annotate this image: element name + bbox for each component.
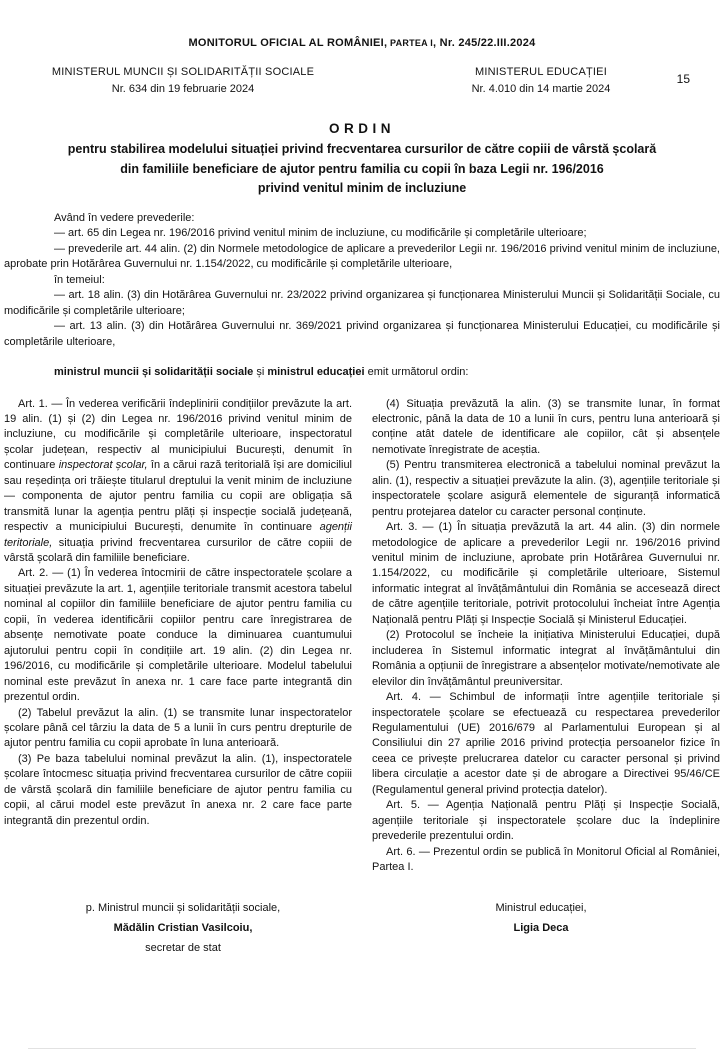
ministry-labor-order-ref: Nr. 634 din 19 februarie 2024 [111,83,255,95]
article-1-text: Art. 1. — În vederea verificării îndeplinirii condițiilor prevăzute la art. 19 alin. (1) și (2) din Legea nr. 196/2016 privind venitul minim de incluziune, cu modificările și completările ulterioare, inspectoratul școlar județean, respectiv al municipiului București, denumit în continuare [4,397,352,472]
article-1-term-inspectorat: inspectorat școlar, [58,459,148,472]
preamble-item-art65: — art. 65 din Legea nr. 196/2016 privind venitul minim de incluziune, cu modificările și completările ulterioare; [54,227,587,239]
article-1-text-3: situația privind frecventarea cursurilor de către copiii de vârstă școlară din familiile beneficiare. [4,536,352,565]
article-2-par-4: (4) Situația prevăzută la alin. (3) se transmite lunar, în format electronic, până la data de 10 a lunii în curs, pentru luna anterioară și conține atât datele de identificare ale copiilor, cât și absențele nemotivate înregistrate de aceștia. [372,397,720,456]
signature-labor-minister [4,898,362,958]
order-kind-title: ORDIN [329,121,395,136]
signature-labor-title: secretar de stat [145,941,221,954]
order-subtitle-line2: din familiile beneficiare de ajutor pentru familia cu copii în baza Legii nr. 196/2016 [120,161,604,176]
article-1-text-2: în a cărui rază teritorială își are domiciliul sau reședința ori trăiește titularul dreptului la venit minim de incluziune — componenta de ajutor pentru familia cu copii are obligația să transmită lunar la agenția pentru plăți și inspecție socială județeană, respectiv a municipiului București, denumite în continuare [4,459,353,534]
issuing-ministries [4,64,720,98]
preamble [4,211,720,351]
journal-part: PARTEA I [387,38,434,48]
signature-education-name: Ligia Deca [513,921,569,934]
enacting-minister-labor: ministrul muncii și solidarității sociale [54,366,254,378]
article-2-par-5: (5) Pentru transmiterea electronică a tabelului nominal prevăzut la alin. (1), respectiv a situației prevăzute la alin. (3), agențiile teritoriale și inspectoratele școlare asigură elementele de siguranță informatică pentru protejarea datelor cu caracter personal conținute. [372,459,720,518]
article-2-par-3: (3) Pe baza tabelului nominal prevăzut la alin. (1), inspectoratele școlare întocmesc situația privind frecventarea cursurilor de către copiii de vârstă școlară din familiile beneficiare de ajutor pentru familia cu copii, al cărui model este prevăzut în anexa nr. 2 care face parte integrantă din prezentul ordin. [4,752,352,827]
preamble-having: Având în vedere prevederile: [54,211,195,224]
ministry-labor-block [4,64,362,98]
article-1 [4,397,352,567]
order-subtitle [4,140,720,199]
article-3-par-2: (2) Protocolul se încheie la inițiativa Ministerului Educației, după includerea în Sistemul informatic integrat al învățământului din România a opțiunii de înregistrare a absențelor motivate/nemotivate ale elevilor din învățământul preuniversitar. [372,629,720,688]
body-right-column [372,397,720,876]
order-subtitle-line3: privind venitul minim de incluziune [257,181,467,195]
journal-title: MONITORUL OFICIAL AL ROMÂNIEI, [188,37,388,49]
journal-running-header [4,37,720,49]
preamble-item-art44: — prevederile art. 44 alin. (2) din Normele metodologice de aplicare a prevederilor Legii nr. 196/2016 privind venitul minim de incluziune, aprobate prin Hotărârea Guvernului nr. 1.154/2022, cu modificările și completările ulterioare, [4,242,720,270]
enacting-conjunction: și [253,366,268,378]
order-body [4,397,720,876]
body-left-column [4,397,352,876]
enacting-minister-education: ministrul educației [267,366,365,378]
journal-issue: , Nr. 245/22.III.2024 [433,37,536,49]
article-2-par-2: (2) Tabelul prevăzut la alin. (1) se transmite lunar inspectoratelor școlare până cel târziu la data de 5 a lunii în curs pentru drepturile de ajutor pentru familia cu copii aprobate în luna anterioară. [4,706,352,750]
enacting-clause [4,365,720,381]
article-1-term-agentii: agenții teritoriale, [4,521,352,549]
signature-education-role: Ministrul educației, [495,901,587,914]
document-page [0,37,724,1061]
article-2-par-1: Art. 2. — (1) În vederea întocmirii de către inspectoratele școlare a situației prevăzute la art. 1, agențiile teritoriale transmit acestora tabelul nominal al copiilor din familiile beneficiare de ajutor pentru familia cu copii, în vederea identificării copiilor pentru care înregistrarea de absențe nemotivate poate conduce la diminuarea cuantumului ajutorului pentru copii în condițiile art. 19 alin. (2) din Legea nr. 196/2016, cu modificările și completările ulterioare. Modelul tabelului nominal este prevăzut în anexa nr. 1 care face parte integrantă din prezentul ordin. [4,567,352,704]
article-6: Art. 6. — Prezentul ordin se publică în Monitorul Oficial al României, Partea I. [372,845,720,874]
ministry-education-block [362,64,720,98]
enacting-rest: emit următorul ordin: [364,366,469,378]
ministry-labor-name: MINISTERUL MUNCII ȘI SOLIDARITĂȚII SOCIALE [51,66,315,78]
signatures [4,898,720,958]
article-5: Art. 5. — Agenția Națională pentru Plăți și Inspecție Socială, agențiile teritoriale și inspectoratele școlare duc la îndeplinire prevederile prezentului ordin. [372,799,720,843]
bottom-divider [28,1048,696,1049]
preamble-temeiul: în temeiul: [54,273,105,286]
order-subtitle-line1: pentru stabilirea modelului situației privind frecventarea cursurilor de către copiii de vârstă școlară [67,142,657,156]
article-3-par-1: Art. 3. — (1) În situația prevăzută la art. 44 alin. (3) din normele metodologice de aplicare a prevederilor Legii nr. 196/2016 privind venitul minim de incluziune, aprobate prin Hotărârea Guvernului nr. 1.154/2022, cu modificările și completările ulterioare, Sistemul informatic integrat al învățământului din România se accesează direct de către agențiile teritoriale, potrivit protocolului încheiat între Agenția Națională pentru Plăți și Inspecție Socială și Ministerul Educației. [372,521,720,626]
article-4: Art. 4. — Schimbul de informații între agențiile teritoriale și inspectoratele școlare se efectuează cu respectarea prevederilor Regulamentului (UE) 2016/679 al Parlamentului European și al Consiliului din 27 aprilie 2016 privind protecția persoanelor fizice în ceea ce privește prelucrarea datelor cu caracter personal și privind libera circulație a acestor date și de abrogare a Directivei 95/46/CE (Regulamentul general privind protecția datelor). [372,691,720,796]
signature-labor-name: Mădălin Cristian Vasilcoiu, [113,921,253,934]
signature-education-minister [362,898,720,958]
preamble-item-hg23: — art. 18 alin. (3) din Hotărârea Guvernului nr. 23/2022 privind organizarea și funcționarea Ministerului Muncii și Solidarității Sociale, cu modificările și completările ulterioare; [4,289,720,317]
ministry-education-name: MINISTERUL EDUCAȚIEI [475,66,607,78]
ministry-education-order-ref: Nr. 4.010 din 14 martie 2024 [471,83,611,95]
preamble-item-hg369: — art. 13 alin. (3) din Hotărârea Guvernului nr. 369/2021 privind organizarea și funcționarea Ministerului Educației, cu modificările și completările ulterioare, [4,320,720,348]
signature-labor-role: p. Ministrul muncii și solidarității sociale, [85,901,281,914]
page-number: 15 [676,72,690,86]
